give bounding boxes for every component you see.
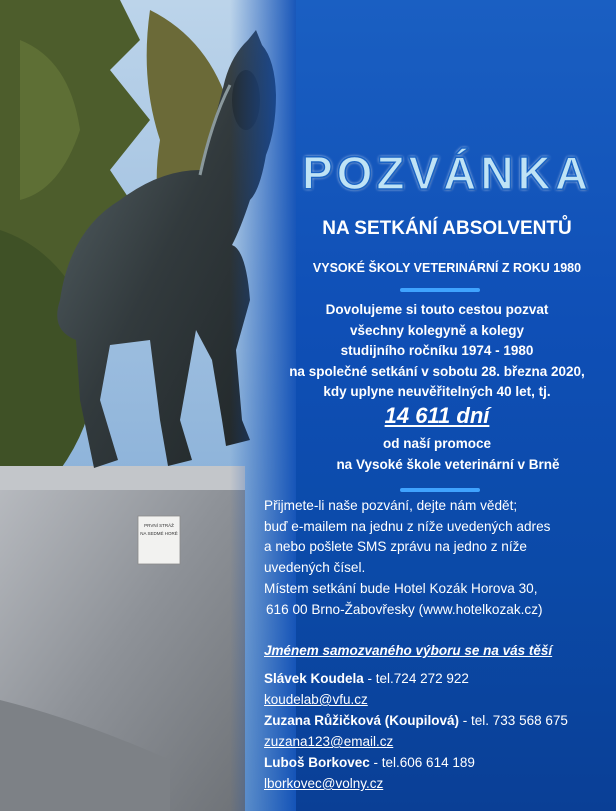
invitation-title: POZVÁNKA [301,147,593,199]
intro-line: studijního ročníku 1974 - 1980 [340,343,534,358]
committee-line: Jménem samozvaného výboru se na vás těší [264,643,553,658]
contact-row [264,713,568,728]
intro-line: kdy uplyne neuvěřitelných 40 let, tj. [323,384,551,399]
contact-name: Zuzana Růžičková (Koupilová) [264,713,460,728]
rsvp-line: a nebo pošlete SMS zprávu na jedno z níže [264,539,527,555]
contact-row [264,755,475,770]
graduation-line: od naší promoce [382,436,492,451]
divider-top [400,288,480,292]
rsvp-line: Přijmete-li naše pozvání, dejte nám vědět; [264,498,518,513]
contact-email-link[interactable]: zuzana123@email.cz [264,734,394,749]
intro-text [262,300,612,403]
intro-line: na společné setkání v sobotu 28. března 2020, [289,363,585,379]
venue-line: 616 00 Brno-Žabovřesky (www.hotelkozak.cz) [266,601,543,617]
plaque [138,522,180,538]
contact-name: Slávek Koudela [264,671,364,686]
venue-line: Místem setkání bude Hotel Kozák Horova 30, [264,580,538,596]
contact-phone: - tel. 733 568 675 [459,713,568,728]
divider-bottom [400,488,480,492]
plaque-line-1: PRVNÍ STRÁŽ [144,523,174,528]
graduation-text [262,434,612,475]
rsvp-line: buď e-mailem na jednu z níže uvedených adres [264,518,551,534]
contact-row [264,671,469,686]
contact-name: Luboš Borkovec [264,755,370,770]
contact-phone: - tel.606 614 189 [369,755,475,770]
rsvp-line: uvedených čísel. [264,560,366,576]
days-count: 14 611 dní [384,403,490,428]
school-line: VYSOKÉ ŠKOLY VETERINÁRNÍ Z ROKU 1980 [312,261,582,275]
contact-email-link[interactable]: koudelab@vfu.cz [264,692,368,707]
contact-email-link[interactable]: lborkovec@volny.cz [264,776,384,791]
intro-line: Dovolujeme si touto cestou pozvat [325,302,549,317]
rsvp-text [264,496,550,620]
graduation-line: na Vysoké škole veterinární v Brně [336,456,560,472]
plaque-line-2: NA SEDMÉ HORĚ [140,531,178,536]
event-subtitle: NA SETKÁNÍ ABSOLVENTŮ [322,218,572,239]
contact-phone: - tel.724 272 922 [363,671,469,686]
intro-line: všechny kolegyně a kolegy [349,322,525,338]
